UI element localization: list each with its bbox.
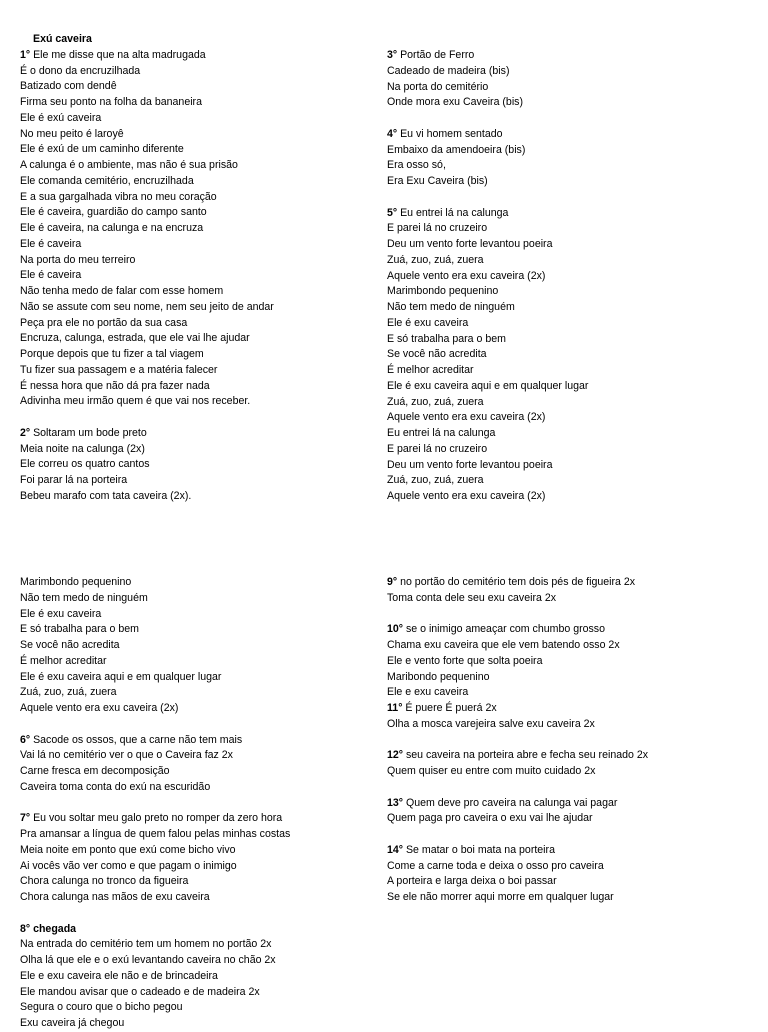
lyric-line: Ele é exu caveira <box>20 607 102 620</box>
left-column-bottom <box>20 575 290 1032</box>
lyric-line: Embaixo da amendoeira (bis) <box>387 143 526 156</box>
lyric-line: Aquele vento era exu caveira (2x) <box>387 490 546 502</box>
lyric-line: E só trabalha para o bem <box>20 623 139 636</box>
page-title: Exú caveira <box>33 33 92 45</box>
lyric-line: É o dono da encruzilhada <box>20 64 141 77</box>
lyric-line: Ele comanda cemitério, encruzilhada <box>20 174 194 187</box>
lyric-line: No meu peito é laroyê <box>20 127 124 140</box>
lyric-line: Na porta do meu terreiro <box>20 253 136 266</box>
lyric-line: Cadeado de madeira (bis) <box>387 64 510 77</box>
lyric-line: E parei lá no cruzeiro <box>387 222 488 235</box>
right-column-top <box>387 48 588 505</box>
lyric-line: Firma seu ponto na folha da bananeira <box>20 96 202 108</box>
stanza-number: 1° <box>20 48 31 61</box>
stanza-number: 11° <box>387 702 403 714</box>
lyric-line: Deu um vento forte levantou poeira <box>387 458 553 471</box>
stanza-8 <box>20 922 290 1032</box>
lyric-line: Ele é caveira <box>20 237 82 250</box>
stanza-first-line: 2° Soltaram um bode preto <box>20 426 147 439</box>
lyric-line: Deu um vento forte levantou poeira <box>387 238 553 250</box>
lyric-line: Não tem medo de ninguém <box>387 301 515 313</box>
lyric-line: Olha lá que ele e o exú levantando caveira no chão 2x <box>20 954 276 966</box>
stanza-6 <box>20 733 290 796</box>
lyric-line: Ele é exú de um caminho diferente <box>20 143 184 156</box>
lyric-line: Era osso só, <box>387 159 446 172</box>
stanza-number: 7° <box>20 812 31 825</box>
stanza-number: 5° <box>387 206 398 219</box>
lyric-line: Se você não acredita <box>387 348 487 361</box>
lyric-line: Toma conta dele seu exu caveira 2x <box>387 591 557 604</box>
lyric-line: Ele é exu caveira <box>387 316 469 329</box>
stanza-lines <box>20 937 290 1032</box>
lyric-line: Meia noite na calunga (2x) <box>20 442 145 455</box>
lyric-line: Aquele vento era exu caveira (2x) <box>20 702 179 714</box>
lyric-line: Na porta do cemitério <box>387 80 489 93</box>
stanza-lines <box>387 591 648 607</box>
lyric-line: E só trabalha para o bem <box>387 332 506 345</box>
stanza-14 <box>387 843 648 906</box>
lyric-line: Adivinha meu irmão quem é que vai nos receber. <box>20 395 251 408</box>
lyric-line: Ele é caveira <box>20 269 82 282</box>
stanza-lines <box>20 442 274 505</box>
lyric-line: Peça pra ele no portão da sua casa <box>20 316 188 329</box>
lyric-line: Segura o couro que o bicho pegou <box>20 1001 183 1014</box>
lyric-line: Meia noite em ponto que exú come bicho vivo <box>20 843 236 856</box>
lyric-line: Pra amansar a língua de quem falou pelas minhas costas <box>20 828 291 840</box>
lyric-line: Ele é exú caveira <box>20 111 102 124</box>
stanza-first-line: 6° Sacode os ossos, que a carne não tem mais <box>20 733 243 746</box>
stanza-lines <box>387 143 588 190</box>
lyric-line: Chora calunga no tronco da figueira <box>20 875 189 888</box>
left-column-top <box>20 32 274 505</box>
lyric-line: Quem quiser eu entre com muito cuidado 2x <box>387 765 596 777</box>
lyric-line: A calunga é o ambiente, mas não é sua prisão <box>20 159 238 171</box>
stanza-7 <box>20 811 290 906</box>
lyric-line: Ele é exu caveira aqui e em qualquer lugar <box>387 379 589 392</box>
stanza-number: 6° <box>20 733 31 746</box>
lyric-line: Bebeu marafo com tata caveira (2x). <box>20 489 192 502</box>
stanza-2 <box>20 426 274 505</box>
stanza-first-line <box>20 922 290 938</box>
lyric-line: É melhor acreditar <box>20 654 107 667</box>
lyric-line: Come a carne toda e deixa o osso pro caveira <box>387 859 604 872</box>
stanza-11 <box>387 701 648 733</box>
stanza-first-line: 11° É puere É puerá 2x <box>387 702 497 714</box>
stanza-lines <box>20 575 290 717</box>
lyric-line: Batizado com dendê <box>20 80 117 93</box>
stanza-9 <box>387 575 648 607</box>
lyric-line: Chora calunga nas mãos de exu caveira <box>20 891 210 903</box>
lyric-line: Encruza, calunga, estrada, que ele vai lhe ajudar <box>20 332 250 345</box>
lyric-line: Chama exu caveira que ele vem batendo osso 2x <box>387 639 620 651</box>
stanza-first-line: 7° Eu vou soltar meu galo preto no romper da zero hora <box>20 812 283 825</box>
lyric-line: Ai vocês vão ver como e que pagam o inimigo <box>20 859 237 872</box>
lyric-line: Se você não acredita <box>20 639 120 651</box>
stanza-number: 13° <box>387 796 404 809</box>
lyric-line: E a sua gargalhada vibra no meu coração <box>20 190 217 203</box>
stanza-lines <box>20 748 290 795</box>
lyric-line: Ele é exu caveira aqui e em qualquer lugar <box>20 670 222 683</box>
lyric-line: Quem paga pro caveira o exu vai lhe ajudar <box>387 812 593 825</box>
stanza-1 <box>20 48 274 410</box>
lyric-line: Não se assute com seu nome, nem seu jeito de andar <box>20 300 274 313</box>
lyric-line: Olha a mosca varejeira salve exu caveira 2x <box>387 717 595 730</box>
stanza-first-line: 3° Portão de Ferro <box>387 49 475 61</box>
lyric-line: Zuá, zuo, zuá, zuera <box>387 395 484 408</box>
stanza-lines <box>387 717 648 733</box>
lyric-line: Ele correu os quatro cantos <box>20 458 150 471</box>
stanza-first-line: 14° Se matar o boi mata na porteira <box>387 843 555 856</box>
lyric-line: Onde mora exu Caveira (bis) <box>387 96 524 109</box>
lyric-line: Foi parar lá na porteira <box>20 474 128 486</box>
stanza-lines <box>387 221 588 505</box>
lyric-line: Ele e vento forte que solta poeira <box>387 654 543 667</box>
lyric-line: Era Exu Caveira (bis) <box>387 175 488 187</box>
lyric-line: Marimbondo pequenino <box>20 576 132 588</box>
stanza-lines <box>387 859 648 906</box>
lyric-line: É melhor acreditar <box>387 364 474 376</box>
lyric-line: Maribondo pequenino <box>387 670 490 683</box>
lyric-line: Se ele não morrer aqui morre em qualquer lugar <box>387 891 614 903</box>
lyric-line: A porteira e larga deixa o boi passar <box>387 875 557 888</box>
stanza-first-line: 9° no portão do cemitério tem dois pés de figueira 2x <box>387 576 636 588</box>
lyric-line: Aquele vento era exu caveira (2x) <box>387 411 546 424</box>
stanza-first-line: 5° Eu entrei lá na calunga <box>387 206 509 219</box>
lyric-line: Ele é caveira, guardião do campo santo <box>20 206 207 219</box>
lyric-line: Eu entrei lá na calunga <box>387 427 496 439</box>
stanza-number: 8° chegada <box>20 922 77 935</box>
stanza-lines <box>387 638 648 701</box>
stanza-number: 9° <box>387 576 398 588</box>
lyric-line: Na entrada do cemitério tem um homem no portão 2x <box>20 938 272 951</box>
lyric-line: Marimbondo pequenino <box>387 285 499 298</box>
stanza-lines <box>387 764 648 780</box>
stanza-10 <box>387 622 648 701</box>
lyric-line: Não tem medo de ninguém <box>20 591 148 604</box>
stanza-number: 2° <box>20 426 31 439</box>
stanza-lines <box>20 827 290 906</box>
lyric-line: Porque depois que tu fizer a tal viagem <box>20 348 204 360</box>
stanza-number: 12° <box>387 749 404 762</box>
stanza-number: 10° <box>387 623 404 636</box>
lyric-line: Zuá, zuo, zuá, zuera <box>387 474 484 487</box>
stanza-lines <box>387 811 648 827</box>
lyric-line: Ele e exu caveira ele não e de brincadeira <box>20 969 218 982</box>
stanza-5 <box>387 206 588 505</box>
right-column-bottom <box>387 575 648 906</box>
stanza-12 <box>387 748 648 780</box>
stanza-lines <box>387 64 588 111</box>
lyric-line: Zuá, zuo, zuá, zuera <box>387 253 484 266</box>
stanza-number: 4° <box>387 127 398 140</box>
stanza-number: 14° <box>387 843 404 856</box>
stanza-first-line: 1° Ele me disse que na alta madrugada <box>20 48 206 61</box>
stanza-first-line: 12° seu caveira na porteira abre e fecha seu reinado 2x <box>387 749 649 762</box>
stanza-first-line: 4° Eu vi homem sentado <box>387 127 503 140</box>
lyric-line: Aquele vento era exu caveira (2x) <box>387 269 546 282</box>
lyric-line: Ele é caveira, na calunga e na encruza <box>20 222 204 234</box>
lyric-line: Vai lá no cemitério ver o que o Caveira faz 2x <box>20 749 233 762</box>
lyric-line: Zuá, zuo, zuá, zuera <box>20 686 117 699</box>
lyric-line: Ele mandou avisar que o cadeado e de madeira 2x <box>20 985 260 998</box>
stanza-first-line: 10° se o inimigo ameaçar com chumbo grosso <box>387 623 605 636</box>
stanza-first-line: 13° Quem deve pro caveira na calunga vai pagar <box>387 796 618 809</box>
lyric-line: Exu caveira já chegou <box>20 1017 125 1029</box>
lyric-line: Tu fizer sua passagem e a matéria falecer <box>20 363 218 376</box>
stanza-continuation <box>20 575 290 717</box>
stanza-13 <box>387 796 648 828</box>
lyric-line: Não tenha medo de falar com esse homem <box>20 285 224 297</box>
lyric-line: É nessa hora que não dá pra fazer nada <box>20 379 210 392</box>
lyric-line: Ele e exu caveira <box>387 686 469 699</box>
lyric-line: Caveira toma conta do exú na escuridão <box>20 780 211 793</box>
lyric-line: Carne fresca em decomposição <box>20 765 170 777</box>
stanza-number: 3° <box>387 49 398 61</box>
stanza-3 <box>387 48 588 111</box>
lyric-line: E parei lá no cruzeiro <box>387 442 488 455</box>
stanza-4 <box>387 127 588 190</box>
stanza-lines <box>20 64 274 411</box>
